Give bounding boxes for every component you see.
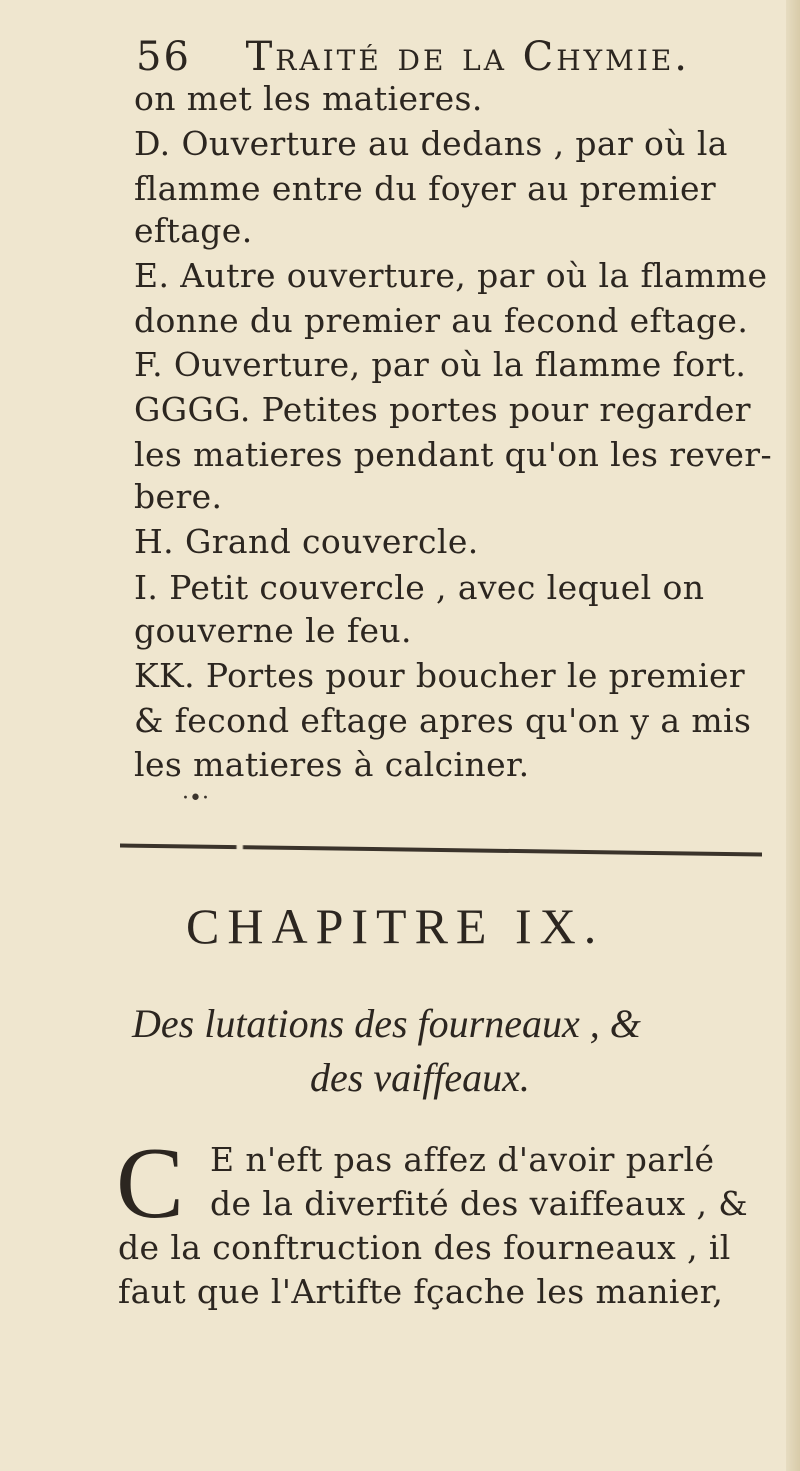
legend-line: I. Petit couvercle , avec lequel on xyxy=(134,568,705,607)
legend-line: on met les matieres. xyxy=(134,79,483,118)
legend-line: bere. xyxy=(134,477,223,516)
legend-line: H. Grand couvercle. xyxy=(134,522,479,561)
body-line: E n'eft pas affez d'avoir parlé xyxy=(210,1140,715,1179)
legend-line: F. Ouverture, par où la flamme fort. xyxy=(134,345,747,384)
page-number: 56 xyxy=(136,34,191,80)
chapter-subtitle-line2: des vaiffeaux. xyxy=(310,1055,530,1100)
body-line: faut que l'Artifte fçache les manier, xyxy=(118,1272,724,1311)
body-line: de la diverfité des vaiffeaux , & xyxy=(210,1184,749,1223)
running-head xyxy=(136,34,690,80)
chapter-subtitle-line1: Des lutations des fourneaux , & xyxy=(132,1001,641,1046)
legend-line: D. Ouverture au dedans , par où la xyxy=(134,124,728,163)
drop-cap: C xyxy=(116,1127,185,1240)
legend-line: KK. Portes pour boucher le premier xyxy=(134,656,746,695)
legend-line: les matieres à calciner. xyxy=(134,745,530,784)
chapter-heading: CHAPITRE IX. xyxy=(186,898,605,954)
legend-line: & fecond eftage apres qu'on y a mis xyxy=(134,701,752,740)
legend-line: donne du premier au fecond eftage. xyxy=(134,301,749,340)
ink-mark: ·•· xyxy=(182,786,209,811)
legend-line: eftage. xyxy=(134,211,253,250)
body-line: de la conftruction des fourneaux , il xyxy=(118,1228,731,1267)
legend-line: flamme entre du foyer au premier xyxy=(134,169,717,208)
legend-line: GGGG. Petites portes pour regarder xyxy=(134,390,751,429)
running-title: Traité de la Chymie. xyxy=(245,34,691,80)
chapter-rule xyxy=(120,844,762,857)
legend-line: gouverne le feu. xyxy=(134,611,412,650)
legend-line: E. Autre ouverture, par où la flamme xyxy=(134,256,768,295)
page-edge xyxy=(786,0,800,1471)
legend-line: les matieres pendant qu'on les rever- xyxy=(134,435,773,474)
